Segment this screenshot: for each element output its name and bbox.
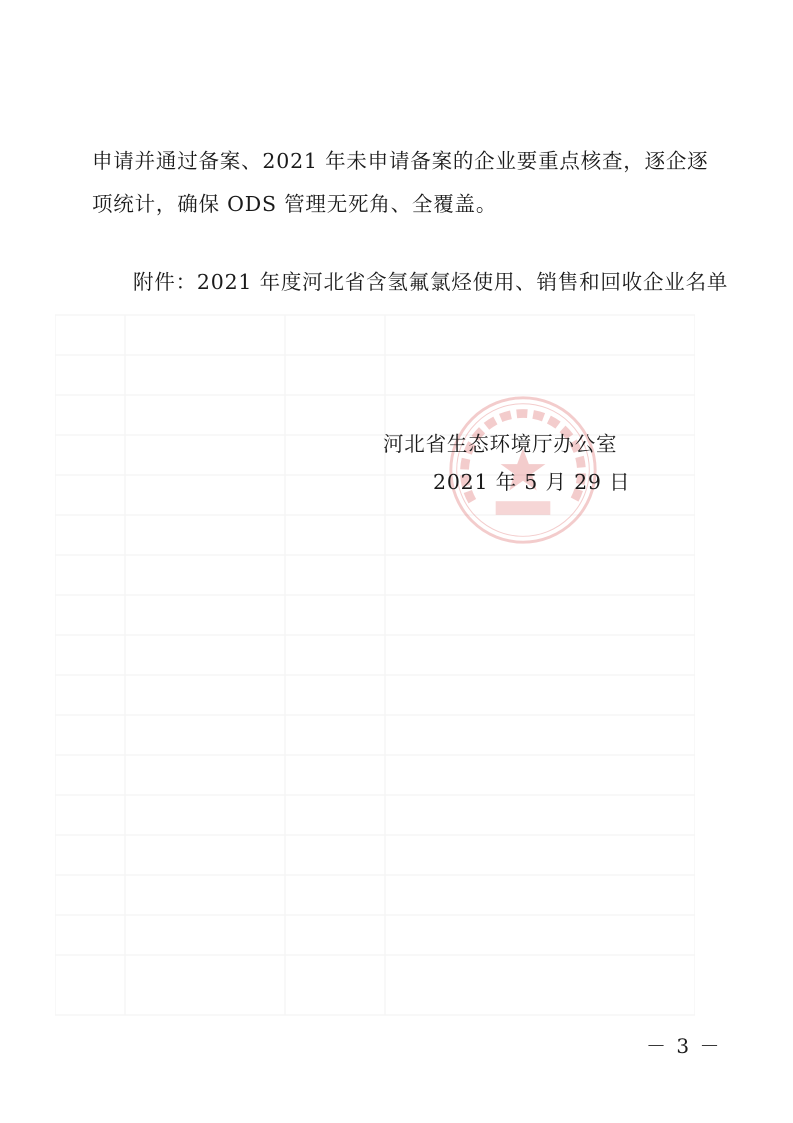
attachment-note: 附件：2021 年度河北省含氢氟氯烃使用、销售和回收企业名单 (133, 270, 729, 294)
page-number: － 3 － (646, 1034, 722, 1058)
reverse-side-table-bleed (55, 215, 695, 1035)
body-paragraph-line-2: 项统计，确保 ODS 管理无死角、全覆盖。 (92, 192, 498, 216)
signature-organization: 河北省生态环境厅办公室 (383, 432, 618, 456)
signature-date: 2021 年 5 月 29 日 (433, 470, 631, 494)
body-paragraph-line-1: 申请并通过备案、2021 年未申请备案的企业要重点核查，逐企逐 (92, 149, 709, 173)
